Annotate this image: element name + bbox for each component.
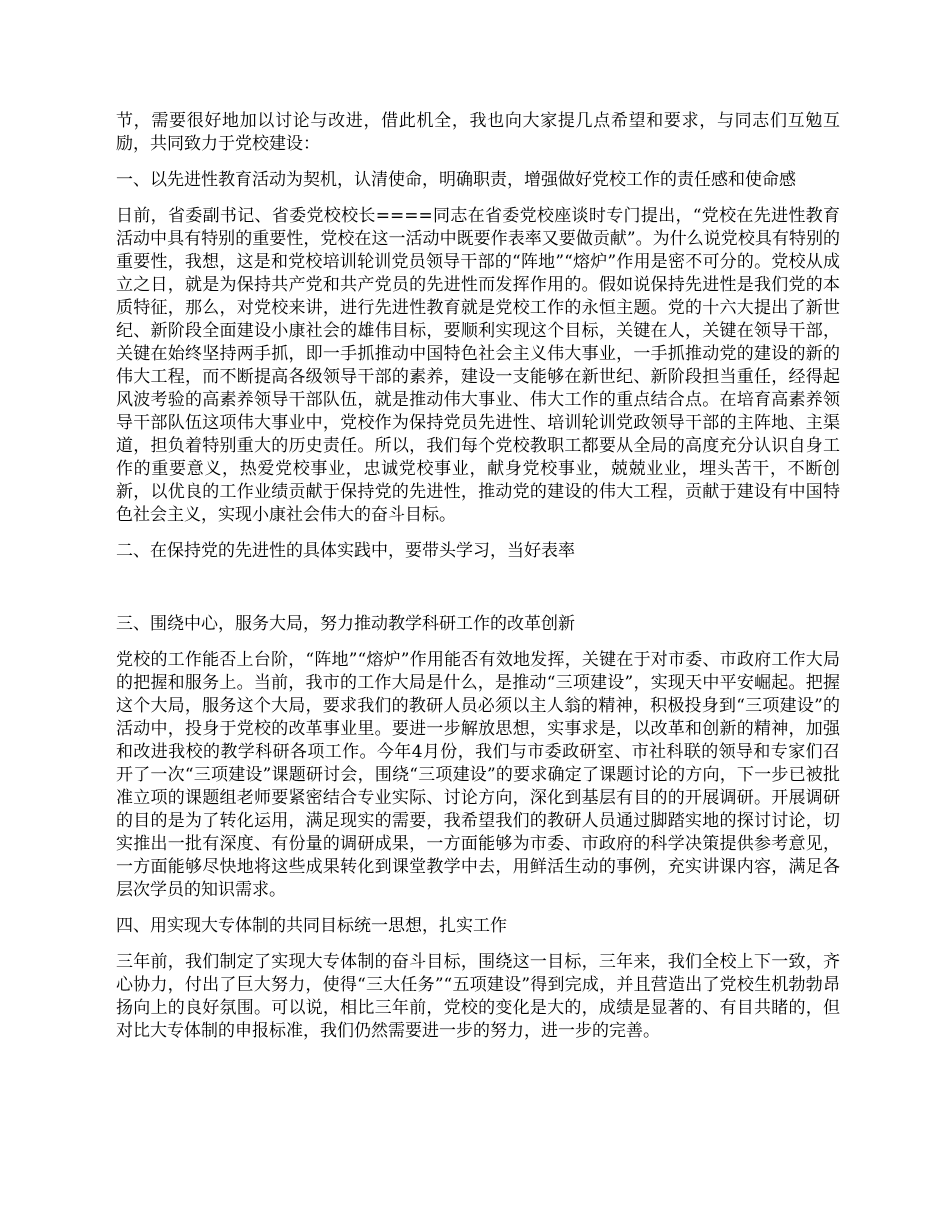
body-paragraph-section-3: 党校的工作能否上台阶，“阵地”“熔炉”作用能否有效地发挥，关键在于对市委、市政府工作大局的把握和服务上。当前，我市的工作大局是什么，是推动“三项建设”，实现天中平安崛起。把握这个大局，服务这个大局，要求我们的教研人员必须以主人翁的精神，积极投身到“三项建设”的活动中，投身于党校的改革事业里。要进一步解放思想，实事求是，以改革和创新的精神，加强和改进我校的教学科研各项工作。今年4月份，我们与市委政研室、市社科联的领导和专家们召开了一次“三项建设”课题研讨会，围绕“三项建设”的要求确定了课题讨论的方向，下一步已被批准立项的课题组老师要紧密结合专业实际、讨论方向，深化到基层有目的的开展调研。开展调研的目的是为了转化运用，满足现实的需要，我希望我们的教研人员通过脚踏实地的探讨讨论，切实推出一批有深度、有份量的调研成果，一方面能够为市委、市政府的科学决策提供参考意见，一方面能够尽快地将这些成果转化到课堂教学中去，用鲜活生动的事例，充实讲课内容，满足各层次学员的知识需求。 bbox=[116, 650, 840, 900]
body-paragraph-section-1: 日前，省委副书记、省委党校校长====同志在省委党校座谈时专门提出，“党校在先进性教育活动中具有特别的重要性，党校在这一活动中既要作表率又要做贡献”。为什么说党校具有特别的重要性，我想，这是和党校培训轮训党员领导干部的“阵地”“熔炉”作用是密不可分的。党校从成立之日，就是为保持共产党和共产党员的先进性而发挥作用的。假如说保持先进性是我们党的本质特征，那么，对党校来讲，进行先进性教育就是党校工作的永恒主题。党的十六大提出了新世纪、新阶段全面建设小康社会的雄伟目标，要顺利实现这个目标，关键在人，关键在领导干部，关键在始终坚持两手抓，即一手抓推动中国特色社会主义伟大事业，一手抓推动党的建设的新的伟大工程，而不断提高各级领导干部的素养，建设一支能够在新世纪、新阶段担当重任，经得起风波考验的高素养领导干部队伍，就是推动伟大事业、伟大工作的重点结合点。在培育高素养领导干部队伍这项伟大事业中，党校作为保持党员先进性、培训轮训党政领导干部的主阵地、主渠道，担负着特别重大的历史责任。所以，我们每个党校教职工都要从全局的高度充分认识自身工作的重要意义，热爱党校事业，忠诚党校事业，献身党校事业，兢兢业业，埋头苦干，不断创新，以优良的工作业绩贡献于保持党的先进性，推动党的建设的伟大工程，贡献于建设有中国特色社会主义，实现小康社会伟大的奋斗目标。 bbox=[116, 206, 840, 525]
section-heading-3: 三、围绕中心，服务大局，努力推动教学科研工作的改革创新 bbox=[116, 614, 575, 634]
blank-gap bbox=[116, 576, 840, 613]
body-paragraph-intro: 节，需要很好地加以讨论与改进，借此机全，我也向大家提几点希望和要求，与同志们互勉互励，共同致力于党校建设： bbox=[116, 111, 840, 154]
body-paragraph-section-4: 三年前，我们制定了实现大专体制的奋斗目标，围绕这一目标，三年来，我们全校上下一致，齐心协力，付出了巨大努力，使得“三大任务”“五项建设”得到完成，并且营造出了党校生机勃勃昂扬向上的良好氛围。可以说，相比三年前，党校的变化是大的，成绩是显著的、有目共睹的，但对比大专体制的申报标准，我们仍然需要进一步的努力，进一步的完善。 bbox=[116, 952, 840, 1041]
section-heading-2: 二、在保持党的先进性的具体实践中，要带头学习，当好表率 bbox=[116, 541, 575, 561]
document-body bbox=[116, 110, 840, 1056]
section-heading-4: 四、用实现大专体制的共同目标统一思想，扎实工作 bbox=[116, 916, 507, 936]
section-heading-1: 一、以先进性教育活动为契机，认清使命，明确职责，增强做好党校工作的责任感和使命感 bbox=[116, 170, 796, 190]
